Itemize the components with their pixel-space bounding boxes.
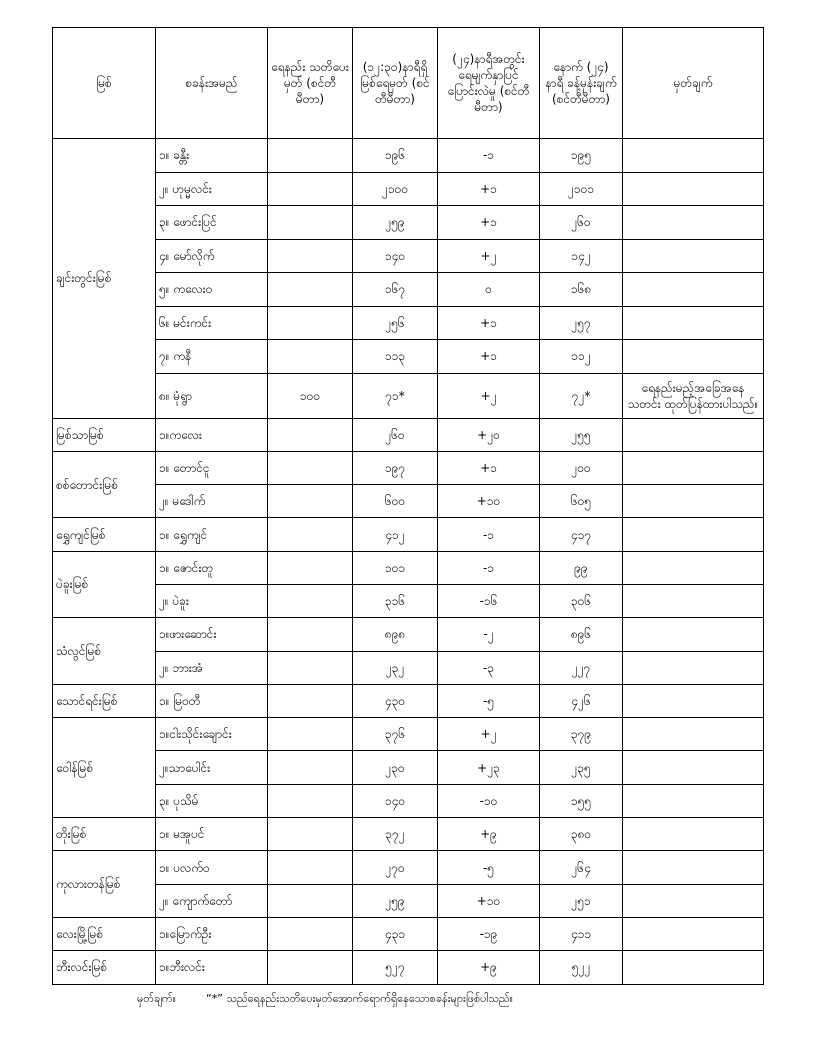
station-name: ၁။ မအူပင် <box>156 818 268 851</box>
remark <box>623 818 764 851</box>
forecast-level: ၂၁၀၁ <box>540 172 623 206</box>
station-name: ၁။ဖားဆောင်း <box>156 618 268 651</box>
forecast-level: ၅၂၂ <box>540 951 623 984</box>
forecast-level: ၄၁၁ <box>540 917 623 950</box>
remark <box>623 618 764 651</box>
level-change: -၁ <box>438 551 540 584</box>
forecast-level: ၂၅၇ <box>540 306 623 340</box>
forecast-level: ၄၁၇ <box>540 518 623 551</box>
current-level: ၂၅၉ <box>353 206 438 240</box>
warning-level <box>268 751 353 784</box>
level-change: +၂၃ <box>438 751 540 784</box>
warning-level <box>268 485 353 518</box>
table-row <box>53 818 764 851</box>
forecast-level: ၂၀၀ <box>540 451 623 484</box>
table-header-row <box>53 28 764 139</box>
forecast-level: ၂၅၅ <box>540 418 623 451</box>
remark <box>623 273 764 307</box>
level-change: -၂ <box>438 618 540 651</box>
forecast-level: ၁၄၂ <box>540 239 623 273</box>
river-name: သံလွင်မြစ် <box>53 618 156 685</box>
warning-level <box>268 851 353 884</box>
station-name: ၂။ ဟုမ္မလင်း <box>156 172 268 206</box>
current-level: ၂၃၀ <box>353 751 438 784</box>
remark <box>623 172 764 206</box>
current-level: ၁၀၁ <box>353 551 438 584</box>
warning-level <box>268 340 353 374</box>
table-body <box>53 139 764 985</box>
table-row <box>53 551 764 584</box>
current-level: ၈၉၈ <box>353 618 438 651</box>
station-name: ၂။ ဘားအံ <box>156 651 268 684</box>
level-change: +၉ <box>438 818 540 851</box>
level-change: -၃ <box>438 651 540 684</box>
warning-level <box>268 273 353 307</box>
warning-level <box>268 551 353 584</box>
remark <box>623 851 764 884</box>
level-change: +၁ <box>438 206 540 240</box>
station-name: ၁။ မြဝတီ <box>156 684 268 717</box>
river-name: မြစ်သာမြစ် <box>53 418 156 451</box>
col-header-change: (၂၄)နာရီအတွင်း ရေမျက်နှာပြင် ပြောင်းလဲမှု (စင်တီမီတာ) <box>438 28 540 139</box>
table-row <box>53 340 764 374</box>
station-name: ၂။သာပေါင်း <box>156 751 268 784</box>
remark <box>623 206 764 240</box>
col-header-station: စခန်းအမည် <box>156 28 268 139</box>
table-row <box>53 651 764 684</box>
table-row <box>53 751 764 784</box>
warning-level <box>268 206 353 240</box>
current-level: ၁၄၀ <box>353 784 438 817</box>
table-row <box>53 851 764 884</box>
water-level-table <box>52 27 764 985</box>
table-row <box>53 139 764 173</box>
table-row <box>53 206 764 240</box>
remark <box>623 239 764 273</box>
station-name: ၃။ ဖောင်းပြင် <box>156 206 268 240</box>
forecast-level: ၁၅၅ <box>540 784 623 817</box>
level-change: +၂၀ <box>438 418 540 451</box>
forecast-level: ၁၁၂ <box>540 340 623 374</box>
remark <box>623 884 764 917</box>
level-change: -၁ <box>438 139 540 173</box>
forecast-level: ၃၀၆ <box>540 584 623 617</box>
current-level: ၁၁၃ <box>353 340 438 374</box>
forecast-level: ၃၇၉ <box>540 718 623 751</box>
station-name: ၄။ မော်လိုက် <box>156 239 268 273</box>
remark <box>623 784 764 817</box>
remark <box>623 751 764 784</box>
forecast-level: ၃၈၀ <box>540 818 623 851</box>
station-name: ၁။ ဇောင်းတူ <box>156 551 268 584</box>
forecast-level: ၉၉ <box>540 551 623 584</box>
warning-level <box>268 418 353 451</box>
station-name: ၁။ ရွှေကျင် <box>156 518 268 551</box>
level-change: +၁ <box>438 306 540 340</box>
forecast-level: ၆၀၅ <box>540 485 623 518</box>
station-name: ၁။ကလေး <box>156 418 268 451</box>
station-name: ၁။ငါးသိုင်းချောင်း <box>156 718 268 751</box>
level-change: +၁၀ <box>438 884 540 917</box>
warning-level <box>268 718 353 751</box>
table-row <box>53 917 764 950</box>
level-change: +၉ <box>438 951 540 984</box>
table-row <box>53 518 764 551</box>
station-name: ၁။ ခန္တီး <box>156 139 268 173</box>
current-level: ၆၀၀ <box>353 485 438 518</box>
river-name: ကုလားတန်မြစ် <box>53 851 156 918</box>
level-change: ၀ <box>438 273 540 307</box>
level-change: -၅ <box>438 851 540 884</box>
station-name: ၁။ ပလက်ဝ <box>156 851 268 884</box>
station-name: ၂။ မဒေါက် <box>156 485 268 518</box>
remark <box>623 651 764 684</box>
table-row <box>53 373 764 418</box>
warning-level <box>268 306 353 340</box>
station-name: ၁။ဘီးလင်း <box>156 951 268 984</box>
river-name: လေးမြို့မြစ် <box>53 917 156 950</box>
warning-level <box>268 584 353 617</box>
river-name: တိုးမြစ် <box>53 818 156 851</box>
warning-level <box>268 239 353 273</box>
table-row <box>53 951 764 984</box>
col-header-river: မြစ် <box>53 28 156 139</box>
table-row <box>53 273 764 307</box>
current-level: ၄၃၁ <box>353 917 438 950</box>
level-change: -၁ <box>438 518 540 551</box>
current-level: ၂၆၀ <box>353 418 438 451</box>
station-name: ၁။မြောက်ဦး <box>156 917 268 950</box>
current-level: ၂၅၆ <box>353 306 438 340</box>
current-level: ၁၉၇ <box>353 451 438 484</box>
current-level: ၁၉၆ <box>353 139 438 173</box>
remark <box>623 684 764 717</box>
current-level: ၅၂၇ <box>353 951 438 984</box>
table-row <box>53 618 764 651</box>
warning-level <box>268 951 353 984</box>
river-name: ဘီးလင်းမြစ် <box>53 951 156 984</box>
table-row <box>53 684 764 717</box>
col-header-forecast: နောက် (၂၄) နာရီ ခန့်မှန်းချက် (စင်တီမီတာ) <box>540 28 623 139</box>
remark <box>623 551 764 584</box>
current-level: ၄၃၀ <box>353 684 438 717</box>
forecast-level: ၂၅၁ <box>540 884 623 917</box>
table-row <box>53 172 764 206</box>
river-name: ချင်းတွင်းမြစ် <box>53 139 156 419</box>
forecast-level: ၁၆၈ <box>540 273 623 307</box>
current-level: ၂၁၀၀ <box>353 172 438 206</box>
col-header-current-level: (၁၂:၃၀)နာရီရှိ မြစ်ရေမှတ် (စင်တီမီတာ) <box>353 28 438 139</box>
footnote-text: “*” သည်ရေနည်းသတိပေးမှတ်အောက်ရောက်ရှိနေသောစခန်းများဖြစ်ပါသည်။ <box>206 992 513 1005</box>
current-level: ၃၇၆ <box>353 718 438 751</box>
forecast-level: ၂၆၄ <box>540 851 623 884</box>
forecast-level: ၂၂၇ <box>540 651 623 684</box>
station-name: ၈။ မုံရွာ <box>156 373 268 418</box>
station-name: ၁။ တောင်ငူ <box>156 451 268 484</box>
warning-level <box>268 818 353 851</box>
station-name: ၅။ ကလေးဝ <box>156 273 268 307</box>
level-change: -၁၆ <box>438 584 540 617</box>
table-row <box>53 306 764 340</box>
table-row <box>53 584 764 617</box>
level-change: -၁၉ <box>438 917 540 950</box>
remark: ရေနည်းမည့်အခြေအနေသတင်း ထုတ်ပြန်ထားပါသည်။ <box>623 373 764 418</box>
river-name: စစ်တောင်းမြစ် <box>53 451 156 518</box>
level-change: +၂ <box>438 718 540 751</box>
remark <box>623 485 764 518</box>
warning-level <box>268 917 353 950</box>
level-change: -၁၀ <box>438 784 540 817</box>
remark <box>623 917 764 950</box>
water-level-document <box>52 27 763 985</box>
warning-level <box>268 651 353 684</box>
current-level: ၁၄၀ <box>353 239 438 273</box>
warning-level <box>268 139 353 173</box>
warning-level <box>268 684 353 717</box>
current-level: ၂၃၂ <box>353 651 438 684</box>
warning-level <box>268 884 353 917</box>
current-level: ၂၇၀ <box>353 851 438 884</box>
warning-level <box>268 451 353 484</box>
river-name: ပဲခူးမြစ် <box>53 551 156 618</box>
warning-level <box>268 518 353 551</box>
station-name: ၇။ ကနီ <box>156 340 268 374</box>
station-name: ၃။ ပုသိမ် <box>156 784 268 817</box>
col-header-warning-level: ရေနည်း သတိပေးမှတ် (စင်တီမီတာ) <box>268 28 353 139</box>
river-name: ရွှေကျင်မြစ် <box>53 518 156 551</box>
warning-level: ၁၀၀ <box>268 373 353 418</box>
station-name: ၂။ ကျောက်တော် <box>156 884 268 917</box>
warning-level <box>268 172 353 206</box>
remark <box>623 718 764 751</box>
forecast-level: ၂၆၀ <box>540 206 623 240</box>
current-level: ၁၆၇ <box>353 273 438 307</box>
level-change: +၁၀ <box>438 485 540 518</box>
table-row <box>53 485 764 518</box>
forecast-level: ၁၉၅ <box>540 139 623 173</box>
level-change: +၁ <box>438 340 540 374</box>
warning-level <box>268 618 353 651</box>
forecast-level: ၇၂* <box>540 373 623 418</box>
table-row <box>53 418 764 451</box>
level-change: -၅ <box>438 684 540 717</box>
table-row <box>53 784 764 817</box>
warning-level <box>268 784 353 817</box>
forecast-level: ၄၂၆ <box>540 684 623 717</box>
station-name: ၂။ ပဲခူး <box>156 584 268 617</box>
remark <box>623 584 764 617</box>
footnote-label: မှတ်ချက်။ <box>137 992 177 1005</box>
remark <box>623 418 764 451</box>
current-level: ၂၅၉ <box>353 884 438 917</box>
col-header-remark: မှတ်ချက် <box>623 28 764 139</box>
river-name: သောင်ရင်းမြစ် <box>53 684 156 717</box>
remark <box>623 340 764 374</box>
remark <box>623 139 764 173</box>
current-level: ၄၁၂ <box>353 518 438 551</box>
remark <box>623 518 764 551</box>
remark <box>623 451 764 484</box>
level-change: +၂ <box>438 373 540 418</box>
footnote <box>137 992 513 1008</box>
table-row <box>53 239 764 273</box>
remark <box>623 306 764 340</box>
forecast-level: ၂၃၅ <box>540 751 623 784</box>
river-name: ဝေါန်မြစ် <box>53 718 156 818</box>
table-row <box>53 451 764 484</box>
remark <box>623 951 764 984</box>
station-name: ၆။ မင်းကင်း <box>156 306 268 340</box>
level-change: +၁ <box>438 172 540 206</box>
level-change: +၁ <box>438 451 540 484</box>
forecast-level: ၈၉၆ <box>540 618 623 651</box>
current-level: ၃၇၂ <box>353 818 438 851</box>
current-level: ၃၁၆ <box>353 584 438 617</box>
level-change: +၂ <box>438 239 540 273</box>
table-row <box>53 884 764 917</box>
current-level: ၇၁* <box>353 373 438 418</box>
table-row <box>53 718 764 751</box>
